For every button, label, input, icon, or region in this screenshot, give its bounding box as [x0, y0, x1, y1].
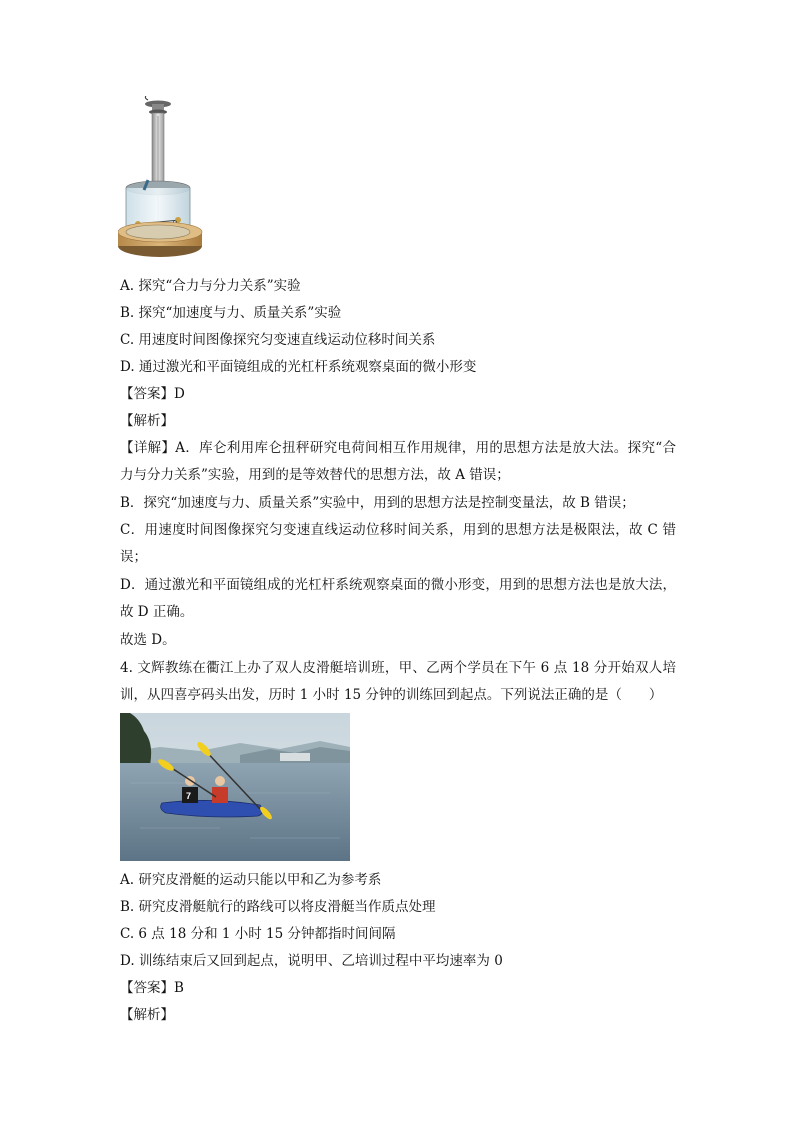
torsion-balance-figure — [118, 96, 208, 262]
q4-option-a: A. 研究皮滑艇的运动只能以甲和乙为参考系 — [120, 872, 382, 888]
q3-detail-line-8: 故选 D。 — [120, 632, 176, 648]
q4-stem-line-1: 4. 文辉教练在衢江上办了双人皮滑艇培训班，甲、乙两个学员在下午 6 点 18 分开始双人培 — [120, 660, 676, 676]
q4-stem-line-2: 训，从四喜亭码头出发，历时 1 小时 15 分钟的训练回到起点。下列说法正确的是（ ） — [120, 687, 663, 703]
kayak-number: 7 — [186, 791, 192, 801]
q3-analysis-label: 【解析】 — [120, 413, 174, 429]
q3-detail-line-7: 故 D 正确。 — [120, 604, 194, 620]
q3-option-c: C. 用速度时间图像探究匀变速直线运动位移时间关系 — [120, 332, 436, 348]
q3-option-d: D. 通过激光和平面镜组成的光杠杆系统观察桌面的微小形变 — [120, 359, 477, 375]
q4-analysis-label: 【解析】 — [120, 1007, 174, 1023]
q4-option-c: C. 6 点 18 分和 1 小时 15 分钟都指时间间隔 — [120, 926, 396, 942]
q4-option-b: B. 研究皮滑艇航行的路线可以将皮滑艇当作质点处理 — [120, 899, 436, 915]
q3-option-a: A. 探究“合力与分力关系”实验 — [120, 278, 301, 294]
q3-detail-line-1: 【详解】A．库仑利用库仑扭秤研究电荷间相互作用规律，用的思想方法是放大法。探究“合 — [120, 440, 676, 456]
q3-detail-line-6: D．通过激光和平面镜组成的光杠杆系统观察桌面的微小形变，用到的思想方法也是放大法， — [120, 577, 676, 593]
kayak-photo — [120, 713, 350, 861]
q3-detail-line-5: 误； — [120, 549, 147, 565]
q3-answer: 【答案】D — [120, 386, 185, 402]
q4-option-d: D. 训练结束后又回到起点，说明甲、乙培训过程中平均速率为 0 — [120, 953, 503, 969]
q3-detail-line-2: 力与分力关系”实验，用到的是等效替代的思想方法，故 A 错误； — [120, 467, 510, 483]
q4-answer: 【答案】B — [120, 980, 184, 996]
q3-detail-line-4: C．用速度时间图像探究匀变速直线运动位移时间关系，用到的思想方法是极限法，故 C 错 — [120, 522, 676, 538]
q3-detail-line-3: B．探究“加速度与力、质量关系”实验中，用到的思想方法是控制变量法，故 B 错误； — [120, 495, 635, 511]
q3-option-b: B. 探究“加速度与力、质量关系”实验 — [120, 305, 342, 321]
